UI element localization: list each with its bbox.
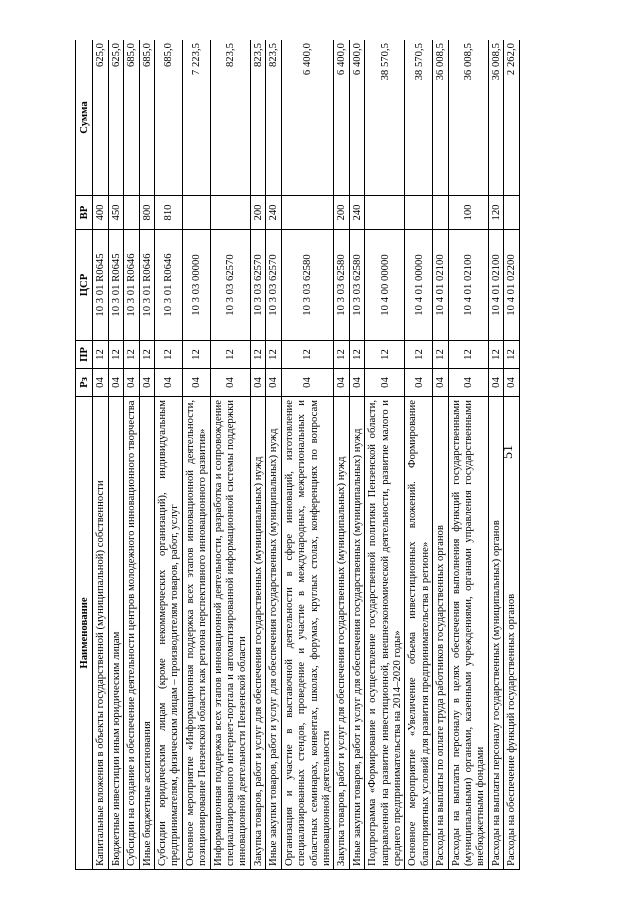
cell-vr: 200	[334, 196, 349, 230]
cell-pr: 12	[349, 341, 364, 369]
table-row	[281, 40, 334, 870]
cell-pr: 12	[155, 341, 183, 369]
cell-rz: 04	[124, 369, 139, 397]
header-vr: ВР	[76, 196, 93, 230]
cell-sum: 685,0	[124, 40, 139, 196]
cell-pr: 12	[488, 341, 503, 369]
table-row	[155, 40, 183, 870]
cell-pr: 12	[139, 341, 154, 369]
cell-vr: 200	[250, 196, 265, 230]
cell-sum: 823,5	[250, 40, 265, 196]
cell-sum: 38 570,5	[405, 40, 433, 196]
table-row	[433, 40, 448, 870]
cell-sum: 625,0	[108, 40, 123, 196]
header-csr: ЦСР	[76, 230, 93, 341]
cell-csr: 10 3 03 62580	[349, 230, 364, 341]
cell-csr: 10 3 03 62580	[281, 230, 334, 341]
table-header-row	[76, 40, 93, 870]
cell-vr	[365, 196, 405, 230]
cell-rz: 04	[182, 369, 210, 397]
cell-sum: 823,5	[266, 40, 281, 196]
table-row	[210, 40, 250, 870]
table-row	[365, 40, 405, 870]
table-row	[334, 40, 349, 870]
cell-name: Иные закупки товаров, работ и услуг для обеспечения государственных (муниципальных) нужд	[349, 397, 364, 870]
cell-name: Организация и участие в выставочной деятельности в сфере инноваций, изготовление специализированных стендов, проведение и участие в международных, межрегиональных и областных семинарах, конвентах, школах, форумах, круглых столах, конференциях по вопросам инновационной деятельности	[281, 397, 334, 870]
cell-pr: 12	[405, 341, 433, 369]
table-body	[93, 40, 519, 870]
cell-pr: 12	[250, 341, 265, 369]
cell-rz: 04	[365, 369, 405, 397]
table-row	[448, 40, 488, 870]
table-row	[504, 40, 519, 870]
cell-pr: 12	[124, 341, 139, 369]
cell-csr: 10 3 03 62570	[266, 230, 281, 341]
cell-rz: 04	[210, 369, 250, 397]
cell-name: Субсидии юридическим лицам (кроме некоммерческих организаций), индивидуальным предпринимателям, физическим лицам – производителям товаров, работ, услуг	[155, 397, 183, 870]
cell-vr: 810	[155, 196, 183, 230]
table-row	[182, 40, 210, 870]
cell-csr: 10 4 01 00000	[405, 230, 433, 341]
cell-vr	[405, 196, 433, 230]
cell-rz: 04	[433, 369, 448, 397]
cell-name: Подпрограмма «Формирование и осуществление государственной политики Пензенской области, направленной на развитие инвестиционной, внешнеэкономической деятельности, развитие малого и среднего предпринимательства на 2014–2020 годы»	[365, 397, 405, 870]
cell-csr: 10 3 03 62570	[210, 230, 250, 341]
cell-rz: 04	[448, 369, 488, 397]
cell-name: Расходы на выплаты персоналу в целях обеспечения выполнения функций государственными (муниципальными) органами, казенными учреждениями, органами управления государственными внебюджетными фондами	[448, 397, 488, 870]
header-name: Наименование	[76, 397, 93, 870]
cell-csr: 10 3 01 R0646	[155, 230, 183, 341]
cell-vr	[210, 196, 250, 230]
cell-csr: 10 3 01 R0646	[124, 230, 139, 341]
cell-vr: 400	[93, 196, 108, 230]
cell-vr: 450	[108, 196, 123, 230]
cell-name: Бюджетные инвестиции иным юридическим лицам	[108, 397, 123, 870]
cell-name: Расходы на обеспечение функций государственных органов	[504, 397, 519, 870]
table-row	[250, 40, 265, 870]
cell-pr: 12	[182, 341, 210, 369]
cell-rz: 04	[155, 369, 183, 397]
cell-name: Расходы на выплаты персоналу государственных (муниципальных) органов	[488, 397, 503, 870]
cell-pr: 12	[334, 341, 349, 369]
cell-csr: 10 4 01 02200	[504, 230, 519, 341]
cell-vr: 100	[448, 196, 488, 230]
header-pr: ПР	[76, 341, 93, 369]
cell-vr	[433, 196, 448, 230]
cell-vr	[182, 196, 210, 230]
cell-sum: 36 008,5	[433, 40, 448, 196]
cell-vr: 800	[139, 196, 154, 230]
cell-sum: 685,0	[139, 40, 154, 196]
cell-name: Закупка товаров, работ и услуг для обеспечения государственных (муниципальных) нужд	[334, 397, 349, 870]
cell-sum: 6 400,0	[281, 40, 334, 196]
cell-name: Основное мероприятие «Увеличение объема инвестиционных вложений. Формирование благоприятных условий для развития предпринимательства в регионе»	[405, 397, 433, 870]
cell-csr: 10 3 03 62580	[334, 230, 349, 341]
cell-csr: 10 3 01 R0645	[93, 230, 108, 341]
cell-vr: 120	[488, 196, 503, 230]
cell-sum: 685,0	[155, 40, 183, 196]
cell-sum: 6 400,0	[334, 40, 349, 196]
cell-pr: 12	[281, 341, 334, 369]
cell-sum: 38 570,5	[365, 40, 405, 196]
cell-csr: 10 3 03 00000	[182, 230, 210, 341]
cell-csr: 10 3 01 R0645	[108, 230, 123, 341]
cell-pr: 12	[93, 341, 108, 369]
cell-name: Основное мероприятие «Информационная поддержка всех этапов инновационной деятельности, позиционирование Пензенской области как региона перспективного инновационного развития»	[182, 397, 210, 870]
cell-vr	[124, 196, 139, 230]
cell-vr: 240	[349, 196, 364, 230]
rotated-content	[75, 40, 555, 870]
cell-csr: 10 4 00 00000	[365, 230, 405, 341]
cell-rz: 04	[349, 369, 364, 397]
header-rz: Рз	[76, 369, 93, 397]
cell-vr	[281, 196, 334, 230]
cell-sum: 2 262,0	[504, 40, 519, 196]
cell-rz: 04	[334, 369, 349, 397]
table-row	[93, 40, 108, 870]
cell-sum: 36 008,5	[488, 40, 503, 196]
cell-name: Капитальные вложения в объекты государственной (муниципальной) собственности	[93, 397, 108, 870]
cell-sum: 6 400,0	[349, 40, 364, 196]
page-number: 51	[501, 445, 516, 459]
budget-table	[75, 40, 520, 870]
cell-rz: 04	[266, 369, 281, 397]
cell-name: Расходы на выплаты по оплате труда работников государственных органов	[433, 397, 448, 870]
cell-name: Иные бюджетные ассигнования	[139, 397, 154, 870]
cell-csr: 10 4 01 02100	[488, 230, 503, 341]
cell-name: Закупка товаров, работ и услуг для обеспечения государственных (муниципальных) нужд	[250, 397, 265, 870]
table-row	[266, 40, 281, 870]
cell-pr: 12	[210, 341, 250, 369]
cell-sum: 7 223,5	[182, 40, 210, 196]
header-sum: Сумма	[76, 40, 93, 196]
cell-pr: 12	[504, 341, 519, 369]
cell-sum: 625,0	[93, 40, 108, 196]
cell-rz: 04	[108, 369, 123, 397]
cell-rz: 04	[250, 369, 265, 397]
cell-sum: 823,5	[210, 40, 250, 196]
cell-rz: 04	[281, 369, 334, 397]
cell-csr: 10 3 01 R0646	[139, 230, 154, 341]
cell-pr: 12	[266, 341, 281, 369]
cell-pr: 12	[448, 341, 488, 369]
cell-rz: 04	[405, 369, 433, 397]
cell-csr: 10 4 01 02100	[433, 230, 448, 341]
rotated-page-area	[75, 40, 555, 870]
cell-name: Иные закупки товаров, работ и услуг для обеспечения государственных (муниципальных) нужд	[266, 397, 281, 870]
cell-rz: 04	[139, 369, 154, 397]
cell-rz: 04	[488, 369, 503, 397]
cell-vr	[504, 196, 519, 230]
table-row	[124, 40, 139, 870]
cell-csr: 10 4 01 02100	[448, 230, 488, 341]
cell-name: Субсидии на создание и обеспечение деятельности центров молодежного инновационного творчества	[124, 397, 139, 870]
table-row	[405, 40, 433, 870]
table-row	[488, 40, 503, 870]
cell-pr: 12	[433, 341, 448, 369]
cell-name: Информационная поддержка всех этапов инновационной деятельности, разработка и сопровождение специализированного интернет-портала и автоматизированной информационной системы поддержки инновационной деятельности Пензенской области	[210, 397, 250, 870]
table-row	[108, 40, 123, 870]
cell-sum: 36 008,5	[448, 40, 488, 196]
cell-pr: 12	[365, 341, 405, 369]
cell-rz: 04	[93, 369, 108, 397]
cell-pr: 12	[108, 341, 123, 369]
table-row	[349, 40, 364, 870]
cell-csr: 10 3 03 62570	[250, 230, 265, 341]
cell-vr: 240	[266, 196, 281, 230]
cell-rz: 04	[504, 369, 519, 397]
table-row	[139, 40, 154, 870]
